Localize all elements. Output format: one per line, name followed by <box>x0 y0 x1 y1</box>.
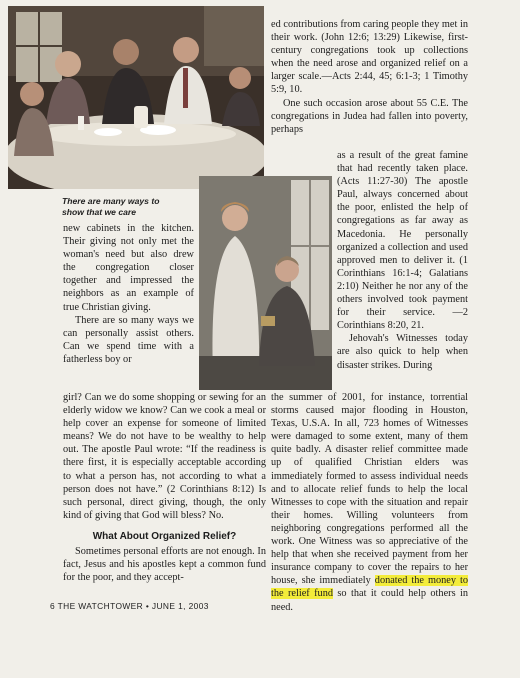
paragraph <box>271 391 468 614</box>
family-dinner-photo <box>8 6 264 189</box>
family-dinner-illustration <box>8 6 264 189</box>
right-column-bottom <box>271 391 468 614</box>
visit-photo <box>199 176 332 390</box>
section-heading: What About Organized Relief? <box>92 530 237 542</box>
photo-caption: There are many ways to show that we care <box>62 196 160 217</box>
paragraph: One such occasion arose about 55 C.E. The congregations in Judea had fallen into poverty, perhaps <box>271 97 468 135</box>
highlighted-text: donated the money to the relief fund <box>271 575 468 600</box>
paragraph: Jehovah's Witnesses today are also quick to help when disaster strikes. During <box>337 333 468 371</box>
text-span: the summer of 2001, for instance, torrential storms caused major flooding in Houston, Texas, U.S.A. In all, 723 homes of Witnesses were damaged to some extent, many of them quite badly. A disaster relief committee made up of qualified Christian elders was immediately formed to assess individual needs and to allocate relief funds to help the local Witnesses to cope with the situation and repair their homes. Willing volunteers from neighboring congregations performed all the work. One Witness was so appreciative of the help that when she received payment from her insurance company to cover the repairs to her house, she immediately <box>271 392 468 587</box>
paragraph: new cabinets in the kitchen. Their giving not only met the woman's need but also drew the congregation closer together and impressed the neighbors as an example of true Christian giving. <box>63 223 194 313</box>
text-span: so that it could help others in need. <box>271 588 468 613</box>
left-column-full <box>63 391 266 584</box>
page-footer: 6 THE WATCHTOWER • JUNE 1, 2003 <box>50 601 209 611</box>
visit-illustration <box>199 176 332 390</box>
paragraph: as a result of the great famine that had recently taken place. (Acts 11:27-30) The apostle Paul, always concerned about the poor, enlisted the help of congregations as far away as Macedonia. He personally organized a collection and used approved men to deliver it. (1 Corinthians 16:1-4; Galatians 2:10) Neither he nor any of the others involved took payment for their service. —2 Corinthians 8:20, 21. <box>337 150 468 332</box>
paragraph: girl? Can we do some shopping or sewing for an elderly widow we know? Can we cook a meal or help cover an expense for someone of limited means? We do not have to be wealthy to help out. The apostle Paul wrote: “If the readiness is there first, it is especially acceptable according to what a person has, not according to what a person does not have.” (2 Corinthians 8:12) Is such personal, direct giving, though, the only kind of giving that God will bless? No. <box>63 392 266 521</box>
left-column-narrow <box>63 222 194 366</box>
right-column-top <box>271 18 468 136</box>
paragraph: ed contributions from caring people they met in their work. (John 12:6; 13:29) Likewise, first-century congregations took up collections when the need arose and organized relief on a larger scale.—Acts 2:44, 45; 6:1-3; 1 Timothy 5:9, 10. <box>271 19 468 96</box>
paragraph: There are so many ways we can personally assist others. Can we spend time with a fatherless boy or <box>63 314 194 365</box>
paragraph: Sometimes personal efforts are not enough. In fact, Jesus and his apostles kept a common fund for the poor, and they accept- <box>63 546 266 584</box>
right-column-narrow <box>337 149 468 372</box>
